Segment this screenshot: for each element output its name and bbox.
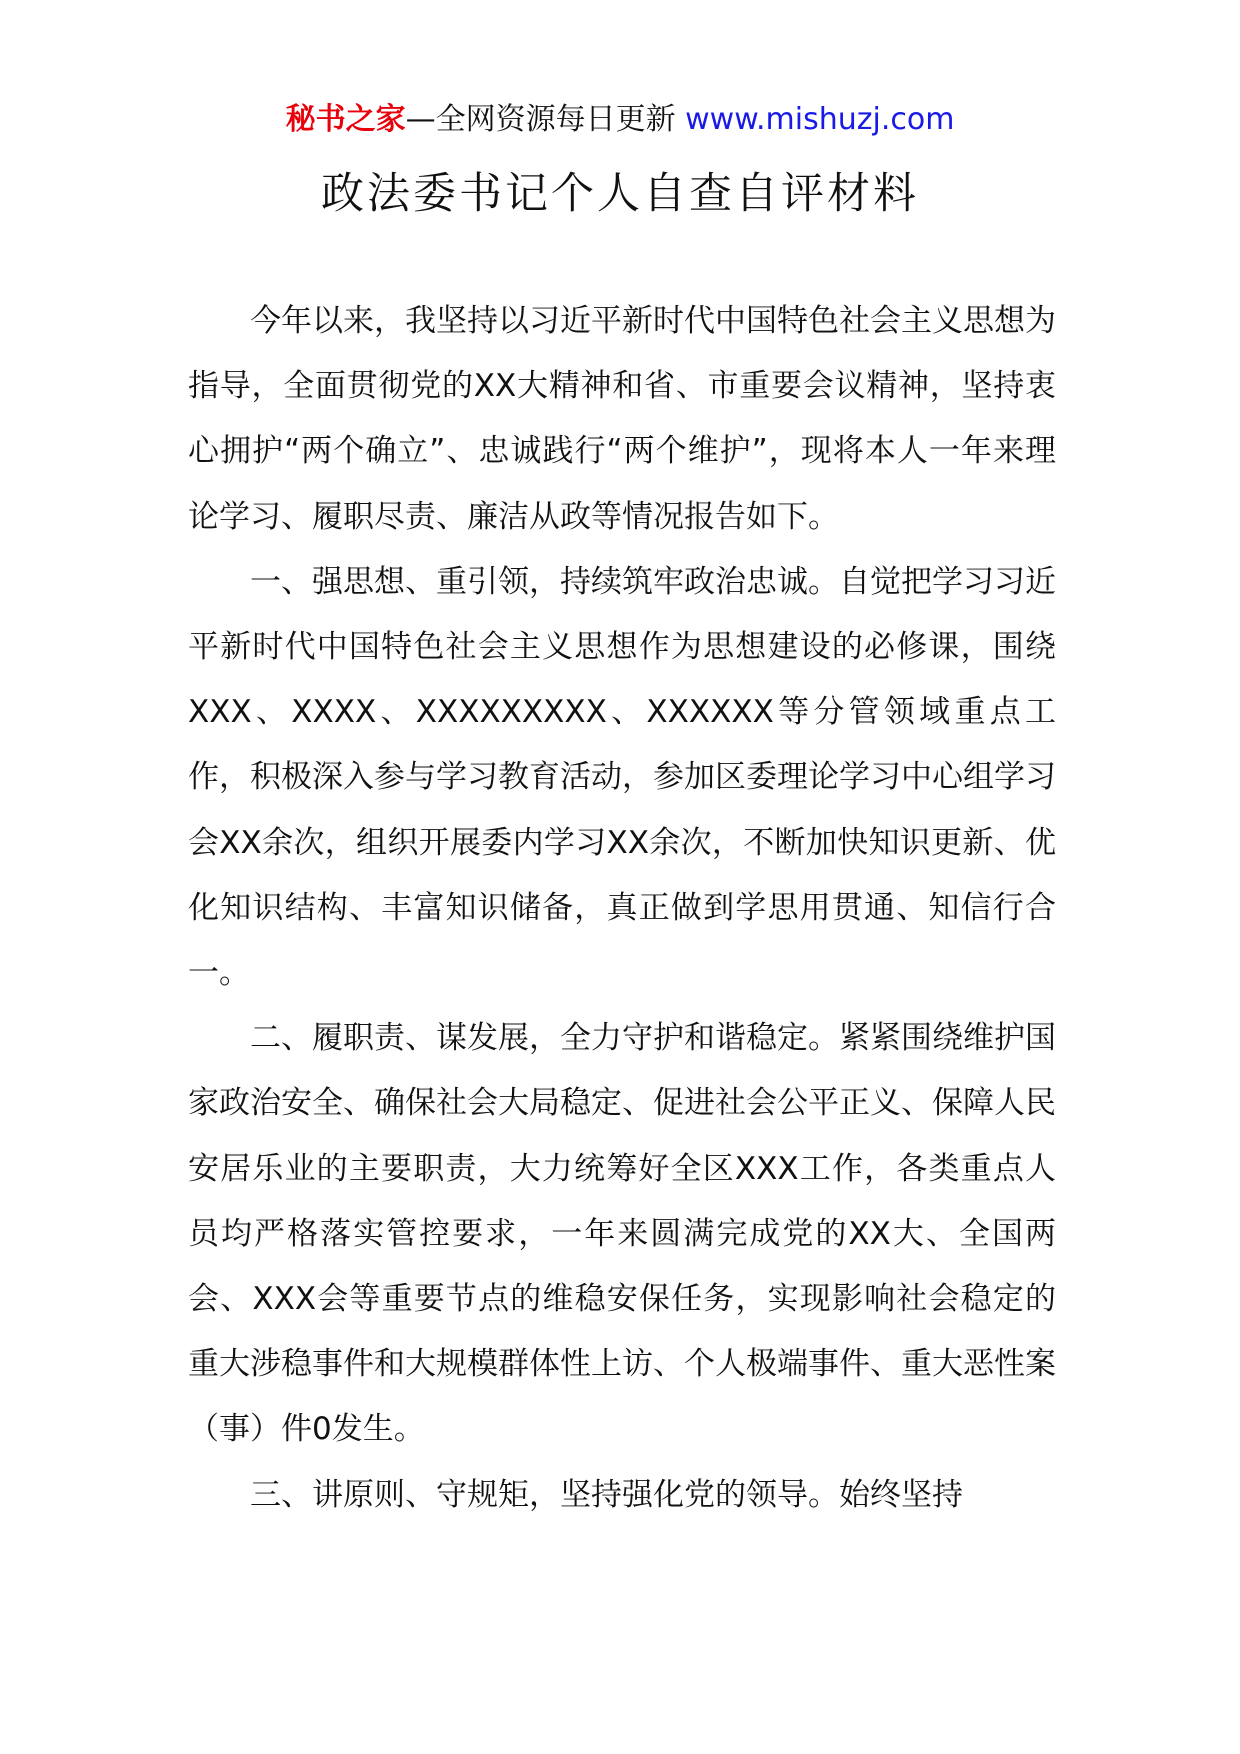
paragraph-section-2: 二、履职责、谋发展，全力守护和谐稳定。紧紧围绕维护国家政治安全、确保社会大局稳定、促进社会公平正义、保障人民安居乐业的主要职责，大力统筹好全区XXX工作，各类重点人员均严格落实管控要求，一年来圆满完成党的XX大、全国两会、XXX会等重要节点的维稳安保任务，实现影响社会稳定的重大涉稳事件和大规模群体性上访、个人极端事件、重大恶性案（事）件0发生。 <box>188 1020 1056 1448</box>
site-tagline: —全网资源每日更新 <box>405 102 676 137</box>
paragraph-intro: 今年以来，我坚持以习近平新时代中国特色社会主义思想为指导，全面贯彻党的XX大精神和省、市重要会议精神，坚持衷心拥护“两个确立”、忠诚践行“两个维护”，现将本人一年来理论学习、履职尽责、廉洁从政等情况报告如下。 <box>188 303 1056 535</box>
paragraph-section-1: 一、强思想、重引领，持续筑牢政治忠诚。自觉把学习习近平新时代中国特色社会主义思想作为思想建设的必修课，围绕XXX、XXXX、XXXXXXXXX、XXXXXX等分管领域重点工作，积极深入参与学习教育活动，参加区委理论学习中心组学习会XX余次，组织开展委内学习XX余次，不断加快知识更新、优化知识结构、丰富知识储备，真正做到学思用贯通、知信行合一。 <box>188 563 1056 992</box>
site-brand-name: 秘书之家 <box>285 102 406 137</box>
paragraph-section-3: 三、讲原则、守规矩，坚持强化党的领导。始终坚持 <box>250 1476 963 1513</box>
document-title: 政法委书记个人自查自评材料 <box>321 169 919 219</box>
site-url-link[interactable]: www.mishuzj.com <box>685 102 955 137</box>
site-header <box>0 98 1240 142</box>
document-body <box>188 289 1056 1528</box>
